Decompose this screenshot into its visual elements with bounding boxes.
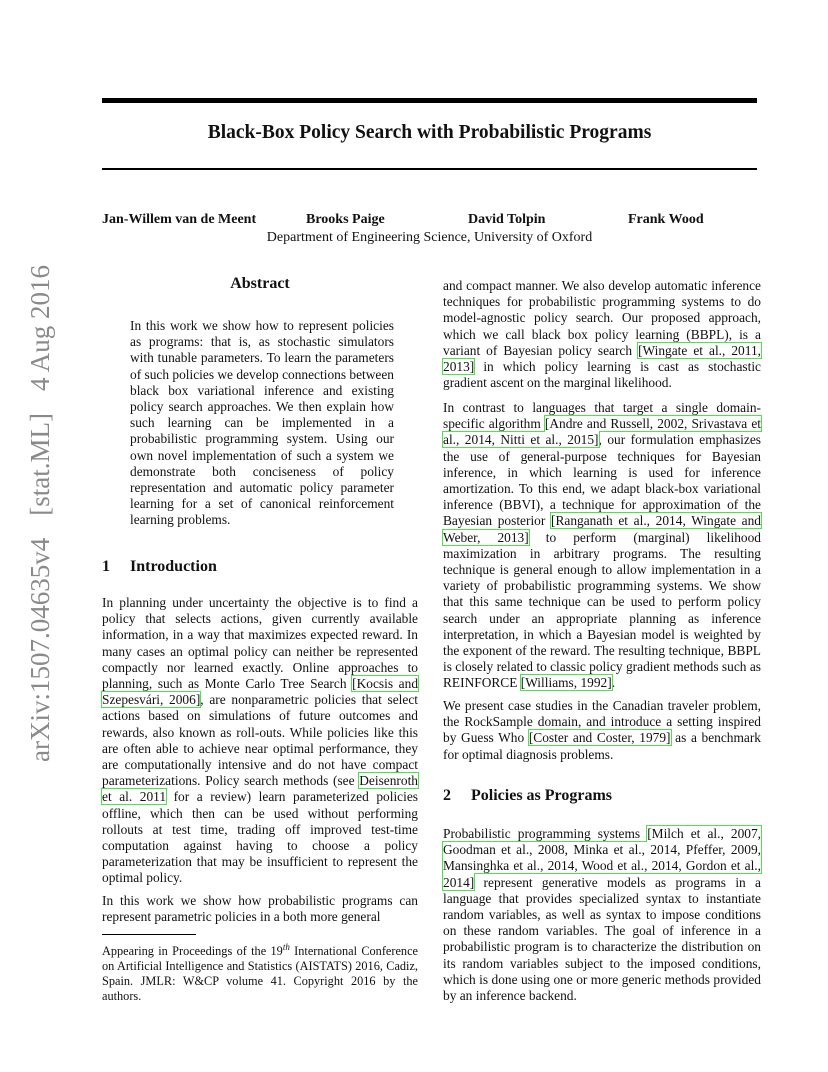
right-paragraph-3	[443, 698, 761, 763]
abstract-paragraph: In this work we show how to represent policies as programs: that is, as stochastic simulators with tunable parameters. To learn the parameters of such policies we develop connections between black box variational inference and existing policy search approaches. We then explain how such learning can be implemented in a probabilistic programming system. Using our own novel implementation of such a system we demonstrate both conciseness of policy representation and automatic policy parameter learning for a set of canonical reinforcement learning problems.	[130, 318, 395, 528]
section-number: 2	[443, 787, 451, 804]
arxiv-date: 4 Aug 2016	[25, 265, 55, 392]
top-rule	[102, 98, 757, 103]
author-name: Brooks Paige	[306, 212, 385, 227]
footnote-rule	[102, 934, 196, 935]
body-text: for a review) learn parameterized policies offline, which then can be used without performing rollouts at test time, trading off improved test-time computation against having to choose a policy parameterization that may be insufficient to represent the optimal policy.	[102, 789, 418, 886]
body-text: as a benchmark for optimal diagnosis problems.	[443, 730, 762, 762]
abstract-text	[130, 318, 394, 529]
body-text: We present case studies in the Canadian traveler problem, the RockSample domain, and introduce a setting inspired by Guess Who	[443, 698, 761, 746]
body-text: , our formulation emphasizes the use of general-purpose techniques for Bayesian inference, in which learning is used for inference amortization. To this end, we adapt black-box variational inference (BBVI), a technique for approximation of the Bayesian posterior	[443, 432, 762, 529]
body-text: , are nonparametric policies that select actions based on simulations of future outcomes and rewards, also known as roll-outs. While policies like this are often able to achieve near optimal performance, they are computationally intensive and do not have compact parameterizations. Policy search methods (see	[102, 692, 418, 789]
affiliation: Department of Engineering Science, University of Oxford	[266, 230, 593, 245]
body-text: Probabilistic programming systems	[443, 826, 648, 841]
body-text: and compact manner. We also develop automatic inference techniques for probabilistic programming systems to do model-agnostic policy search. Our proposed approach, which we call black box policy learning (BBPL), is a variant of Bayesian policy search	[443, 278, 761, 358]
footnote	[102, 940, 418, 1004]
section-title: Policies as Programs	[471, 787, 613, 804]
body-text: .	[611, 675, 616, 691]
section-title: Introduction	[130, 558, 217, 575]
author-name: Jan-Willem van de Meent	[102, 212, 257, 227]
body-text: In planning under uncertainty the objective is to find a policy that selects actions, given currently available information, in a way that maximizes expected reward. In many cases an optimal policy can neither be represented compactly nor learned exactly. Online approaches to planning, such as Monte Carlo Tree Search	[102, 595, 418, 692]
section-heading-introduction	[102, 558, 217, 576]
body-text: to perform (marginal) likelihood maximization in arbitrary programs. The resulting technique is general enough to allow implementation in a variety of probabilistic programming systems. We show that this same technique can be used to perform policy search under an appropriate planning as inference interpretation, in which a Bayesian model is weighted by the exponent of the reward. The resulting technique, BBPL is closely related to classic policy gradient methods such as REINFORCE	[443, 529, 761, 691]
abstract-heading: Abstract	[230, 275, 290, 292]
intro-paragraph-1	[102, 595, 418, 887]
author-name: David Tolpin	[468, 212, 546, 227]
title-bottom-rule	[102, 168, 757, 170]
author-name: Frank Wood	[628, 212, 704, 227]
citation-link[interactable]: Deisenroth et al. 2011	[102, 773, 418, 805]
citation-link[interactable]: [Kocsis and Szepesvári, 2006]	[102, 676, 419, 708]
citation-link[interactable]: [Coster and Coster, 1979]	[528, 730, 671, 746]
arxiv-category: [stat.ML]	[25, 413, 55, 516]
section-number: 1	[102, 558, 110, 575]
body-text: represent generative models as programs in a language that provides specialized syntax to instantiate random variables, as well as syntax to impose conditions on these random variables. The goal of inference in a probabilistic program is to characterize the distribution on its random variables subject to the imposed conditions, which is done using one or more generic methods provided by an inference backend.	[443, 874, 761, 1004]
footnote-superscript: th	[282, 942, 290, 952]
right-paragraph-1	[443, 278, 761, 391]
arxiv-id: arXiv:1507.04635v4	[25, 537, 55, 762]
citation-link[interactable]: [Williams, 1992]	[520, 675, 612, 691]
right-paragraph-4	[443, 826, 761, 1004]
footnote-text: Appearing in Proceedings of the 19	[102, 944, 283, 959]
citation-link[interactable]: [Milch et al., 2007, Goodman et al., 2008, Minka et al., 2014, Pfeffer, 2009, Mansinghka et al., 2014, Wood et al., 2014, Gordon et al., 2014]	[443, 826, 761, 890]
citation-link[interactable]: [Ranganath et al., 2014, Wingate and Weber, 2013]	[443, 513, 761, 545]
paper-title: Black-Box Policy Search with Probabilistic Programs	[207, 122, 652, 143]
body-text: In this work we show how probabilistic programs can represent parametric policies in a both more general	[102, 893, 418, 925]
intro-paragraph-2	[102, 893, 418, 925]
body-text: in which policy learning is cast as stochastic gradient ascent on the marginal likelihood.	[443, 359, 761, 391]
citation-link[interactable]: [Andre and Russell, 2002, Srivastava et al., 2014, Nitti et al., 2015]	[443, 416, 761, 448]
footnote-text: International Conference on Artificial Intelligence and Statistics (AISTATS) 2016, Cadiz, Spain. JMLR: W&CP volume 41. Copyright 2016 by the authors.	[102, 944, 418, 1004]
body-text: In contrast to languages that target a single domain-specific algorithm	[443, 400, 761, 432]
right-paragraph-2	[443, 400, 761, 692]
section-heading-policies-as-programs	[443, 787, 612, 805]
arxiv-sidebar-stamp	[21, 265, 59, 762]
citation-link[interactable]: [Wingate et al., 2011, 2013]	[443, 342, 761, 375]
